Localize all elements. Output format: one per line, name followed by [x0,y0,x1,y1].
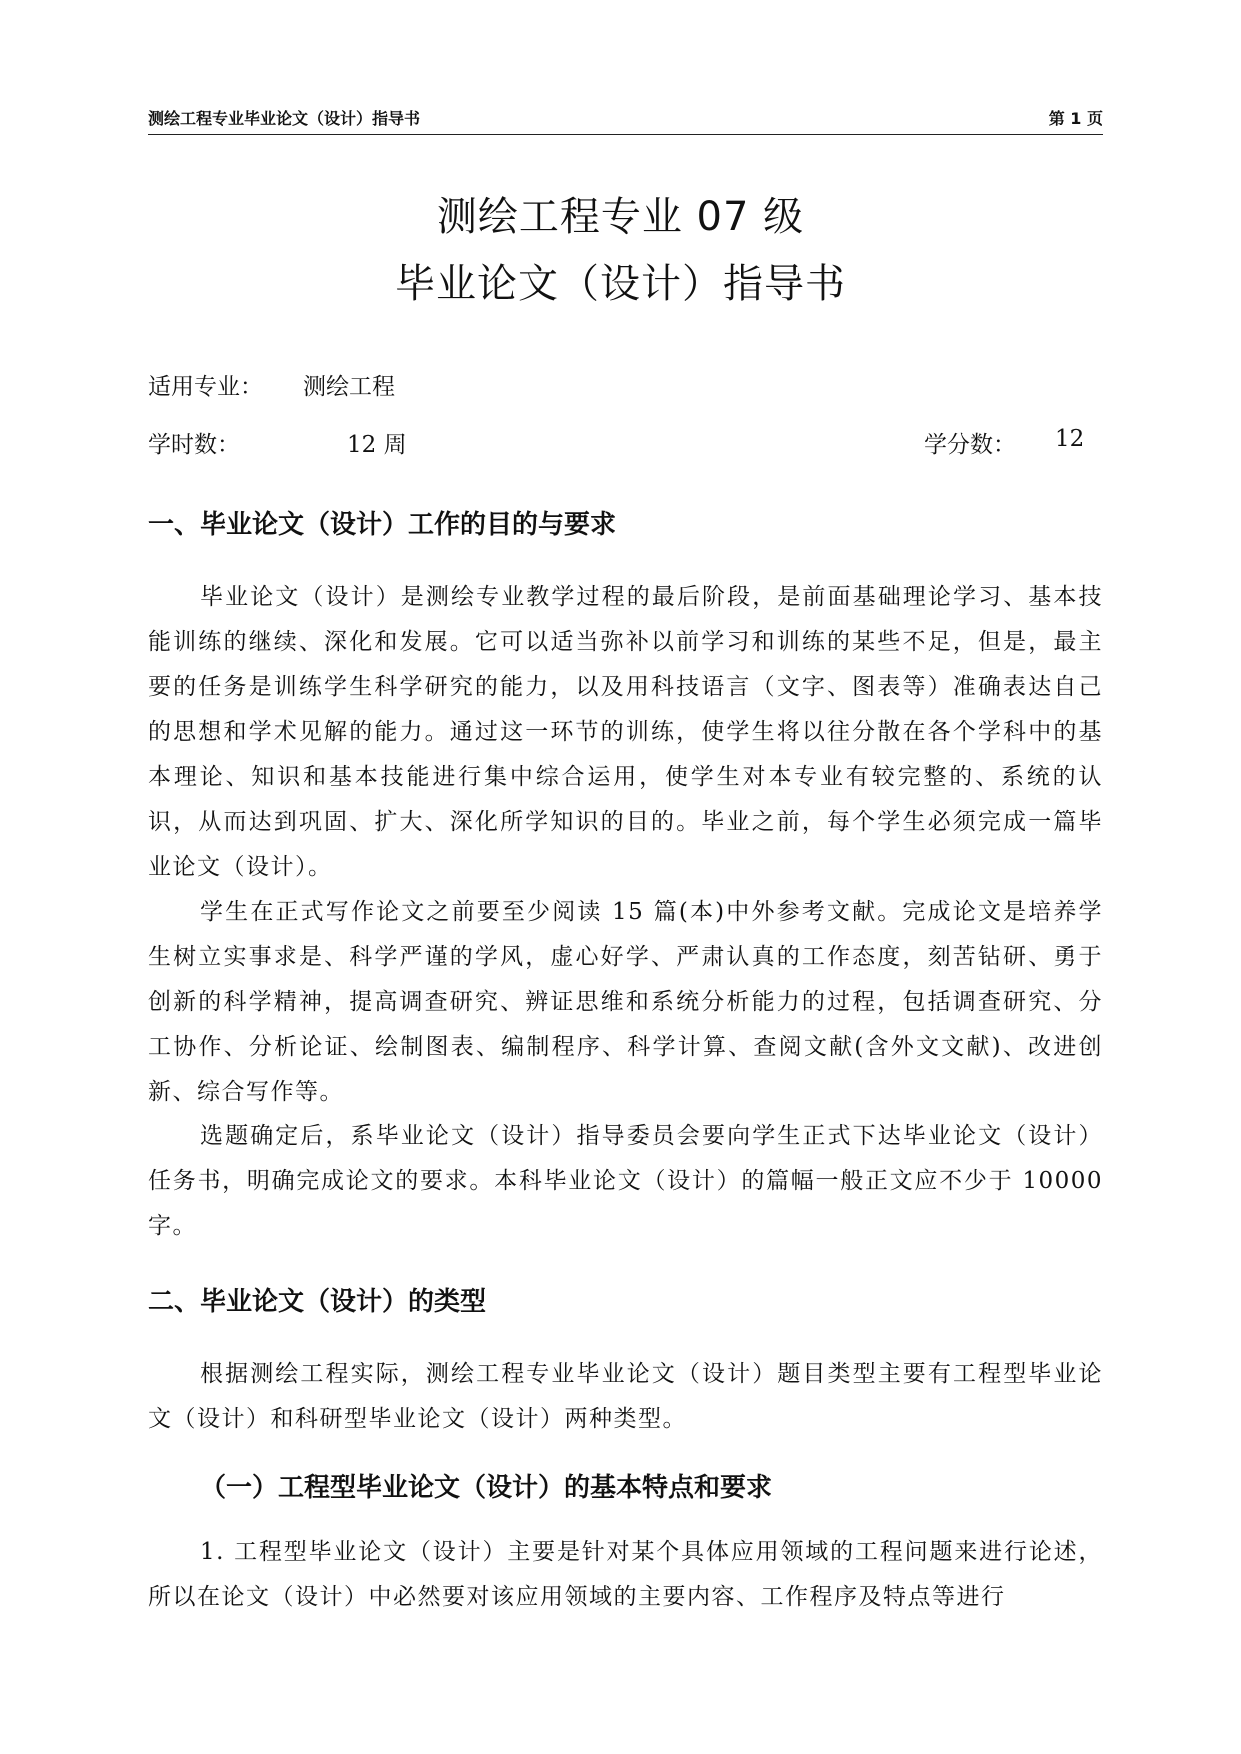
hours-value: 12 周 [347,432,407,458]
section-1-heading: 一、毕业论文（设计）工作的目的与要求 [148,510,617,540]
hours-label: 学时数： [148,432,240,458]
document-title-line-2: 毕业论文（设计）指导书 [395,261,846,307]
document-title-line-1: 测绘工程专业 07 级 [436,194,805,240]
credits-value: 12 [1055,426,1085,452]
section-2-heading: 二、毕业论文（设计）的类型 [148,1287,487,1317]
major-label: 适用专业： [148,374,263,400]
subsection-1-item-1: 1. 工程型毕业论文（设计）主要是针对某个具体应用领域的工程问题来进行论述，所以在论文（设计）中必然要对该应用领域的主要内容、工作程序及特点等进行 [148,1539,1103,1610]
credits-label: 学分数： [924,432,1016,458]
section-1-paragraph-3: 选题确定后，系毕业论文（设计）指导委员会要向学生正式下达毕业论文（设计）任务书，明确完成论文的要求。本科毕业论文（设计）的篇幅一般正文应不少于 10000 字。 [148,1123,1103,1239]
section-1-paragraph-2: 学生在正式写作论文之前要至少阅读 15 篇(本)中外参考文献。完成论文是培养学生树立实事求是、科学严谨的学风，虚心好学、严肃认真的工作态度，刻苦钻研、勇于创新的科学精神，提高调查研究、辨证思维和系统分析能力的过程，包括调查研究、分工协作、分析论证、绘制图表、编制程序、科学计算、查阅文献(含外文文献)、改进创新、综合写作等。 [148,899,1103,1105]
header-page-number: 第 1 页 [1048,109,1103,128]
running-header [148,104,1103,135]
subsection-1-heading: （一）工程型毕业论文（设计）的基本特点和要求 [200,1473,773,1503]
header-document-title: 测绘工程专业毕业论文（设计）指导书 [148,109,421,128]
major-value: 测绘工程 [303,374,395,400]
section-2-paragraph: 根据测绘工程实际，测绘工程专业毕业论文（设计）题目类型主要有工程型毕业论文（设计）和科研型毕业论文（设计）两种类型。 [148,1361,1103,1432]
section-1-paragraph-1: 毕业论文（设计）是测绘专业教学过程的最后阶段，是前面基础理论学习、基本技能训练的继续、深化和发展。它可以适当弥补以前学习和训练的某些不足，但是，最主要的任务是训练学生科学研究的能力，以及用科技语言（文字、图表等）准确表达自己的思想和学术见解的能力。通过这一环节的训练，使学生将以往分散在各个学科中的基本理论、知识和基本技能进行集中综合运用，使学生对本专业有较完整的、系统的认识，从而达到巩固、扩大、深化所学知识的目的。毕业之前，每个学生必须完成一篇毕业论文（设计）。 [148,584,1103,880]
